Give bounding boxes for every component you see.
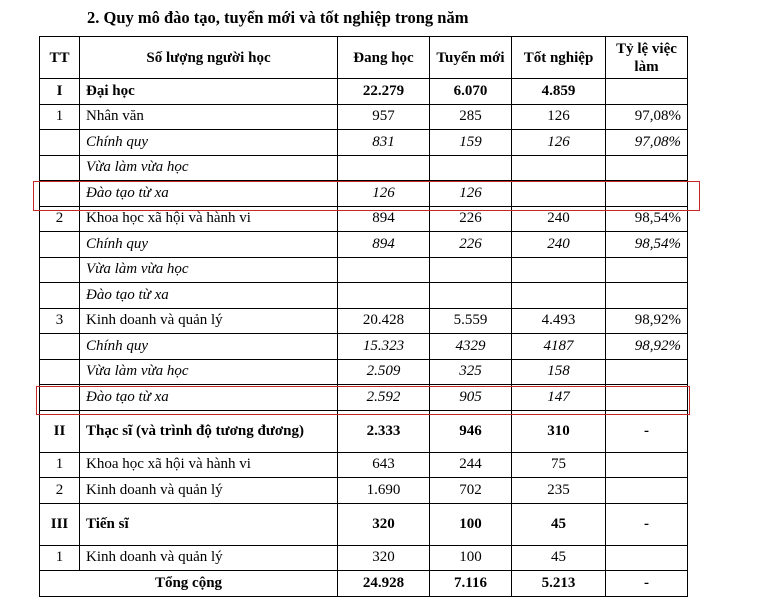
row-dang-hoc: 1.690 [338,478,430,504]
table-row [40,130,688,156]
row-tot-nghiep: 126 [512,130,606,156]
row-tuyen-moi: 285 [430,104,512,130]
row-ty-le: 97,08% [606,104,688,130]
row-tt: II [40,410,80,452]
row-tot-nghiep: 4.859 [512,79,606,105]
row-tuyen-moi: 226 [430,206,512,232]
row-ty-le [606,478,688,504]
row-tt: III [40,503,80,545]
row-tuyen-moi: 226 [430,232,512,258]
row-name: Tiến sĩ [80,503,338,545]
row-dang-hoc: 894 [338,206,430,232]
row-tot-nghiep [512,257,606,283]
row-name: Vừa làm vừa học [80,155,338,181]
row-tot-nghiep: 310 [512,410,606,452]
total-ty-le: - [606,571,688,597]
row-ty-le [606,545,688,571]
header-ty-le: Tỷ lệ việc làm [606,37,688,79]
row-dang-hoc [338,257,430,283]
row-tuyen-moi [430,257,512,283]
training-scale-table [39,36,688,597]
row-tuyen-moi: 5.559 [430,308,512,334]
row-dang-hoc [338,283,430,309]
table-row [40,79,688,105]
row-tuyen-moi: 905 [430,385,512,411]
total-tot-nghiep: 5.213 [512,571,606,597]
row-tt: I [40,79,80,105]
row-tt: 1 [40,104,80,130]
row-dang-hoc: 20.428 [338,308,430,334]
row-dang-hoc: 2.333 [338,410,430,452]
table-row [40,478,688,504]
row-ty-le [606,79,688,105]
row-tt: 2 [40,478,80,504]
row-tt [40,130,80,156]
row-name: Đào tạo từ xa [80,385,338,411]
row-tuyen-moi: 159 [430,130,512,156]
row-name: Đào tạo từ xa [80,181,338,207]
row-dang-hoc: 957 [338,104,430,130]
header-name: Số lượng người học [80,37,338,79]
table-header-row [40,37,688,79]
row-name: Khoa học xã hội và hành vi [80,452,338,478]
table-row [40,410,688,452]
table-row [40,334,688,360]
row-tot-nghiep: 4.493 [512,308,606,334]
section-heading: 2. Quy mô đào tạo, tuyển mới và tốt nghiệp trong năm [87,8,469,27]
row-ty-le: 98,92% [606,308,688,334]
row-name: Vừa làm vừa học [80,359,338,385]
table-row [40,232,688,258]
row-ty-le [606,283,688,309]
row-name: Khoa học xã hội và hành vi [80,206,338,232]
header-tuyen-moi: Tuyển mới [430,37,512,79]
row-tot-nghiep: 126 [512,104,606,130]
row-name: Kinh doanh và quản lý [80,545,338,571]
row-name: Đại học [80,79,338,105]
row-tot-nghiep: 240 [512,206,606,232]
row-tt: 3 [40,308,80,334]
table-row [40,359,688,385]
row-ty-le: 97,08% [606,130,688,156]
row-tt [40,359,80,385]
header-tot-nghiep: Tốt nghiệp [512,37,606,79]
row-name: Đào tạo từ xa [80,283,338,309]
row-ty-le [606,155,688,181]
total-tuyen-moi: 7.116 [430,571,512,597]
row-name: Kinh doanh và quản lý [80,478,338,504]
row-ty-le: 98,54% [606,206,688,232]
row-dang-hoc: 22.279 [338,79,430,105]
row-dang-hoc: 320 [338,545,430,571]
row-tuyen-moi: 244 [430,452,512,478]
row-ty-le [606,452,688,478]
row-tt [40,232,80,258]
header-tt: TT [40,37,80,79]
row-tuyen-moi: 100 [430,545,512,571]
row-tt [40,283,80,309]
row-tuyen-moi: 126 [430,181,512,207]
table-row [40,452,688,478]
row-tt [40,155,80,181]
row-tot-nghiep: 158 [512,359,606,385]
row-dang-hoc [338,155,430,181]
row-ty-le: - [606,410,688,452]
row-tuyen-moi: 100 [430,503,512,545]
row-name: Chính quy [80,334,338,360]
table-row [40,155,688,181]
table-row [40,503,688,545]
row-tot-nghiep [512,155,606,181]
table-row [40,257,688,283]
table-row [40,104,688,130]
row-tt [40,257,80,283]
row-ty-le [606,257,688,283]
row-dang-hoc: 15.323 [338,334,430,360]
row-tuyen-moi: 6.070 [430,79,512,105]
row-tot-nghiep: 235 [512,478,606,504]
row-tuyen-moi: 946 [430,410,512,452]
row-tt [40,334,80,360]
table-row [40,308,688,334]
row-dang-hoc: 831 [338,130,430,156]
row-name: Chính quy [80,130,338,156]
table-row [40,545,688,571]
row-tot-nghiep: 4187 [512,334,606,360]
total-dang-hoc: 24.928 [338,571,430,597]
row-name: Nhân văn [80,104,338,130]
row-tuyen-moi [430,283,512,309]
row-tuyen-moi: 702 [430,478,512,504]
row-ty-le [606,359,688,385]
row-tt: 1 [40,452,80,478]
row-tot-nghiep [512,283,606,309]
highlight-box-distance-learning-2 [36,386,690,415]
row-tot-nghiep: 147 [512,385,606,411]
row-name: Kinh doanh và quản lý [80,308,338,334]
row-tt: 1 [40,545,80,571]
total-label: Tổng cộng [40,571,338,597]
table-row [40,283,688,309]
row-dang-hoc: 2.509 [338,359,430,385]
row-tot-nghiep: 75 [512,452,606,478]
row-dang-hoc: 2.592 [338,385,430,411]
row-tot-nghiep: 45 [512,545,606,571]
total-row [40,571,688,597]
row-tuyen-moi: 325 [430,359,512,385]
row-name: Vừa làm vừa học [80,257,338,283]
row-tt: 2 [40,206,80,232]
row-dang-hoc: 126 [338,181,430,207]
row-name: Thạc sĩ (và trình độ tương đương) [80,410,338,452]
highlight-box-distance-learning-1 [33,181,700,211]
row-tuyen-moi [430,155,512,181]
header-dang-hoc: Đang học [338,37,430,79]
row-name: Chính quy [80,232,338,258]
row-dang-hoc: 643 [338,452,430,478]
row-ty-le: 98,54% [606,232,688,258]
row-ty-le: 98,92% [606,334,688,360]
row-dang-hoc: 894 [338,232,430,258]
row-tot-nghiep: 45 [512,503,606,545]
row-dang-hoc: 320 [338,503,430,545]
row-ty-le: - [606,503,688,545]
row-tot-nghiep: 240 [512,232,606,258]
row-tuyen-moi: 4329 [430,334,512,360]
